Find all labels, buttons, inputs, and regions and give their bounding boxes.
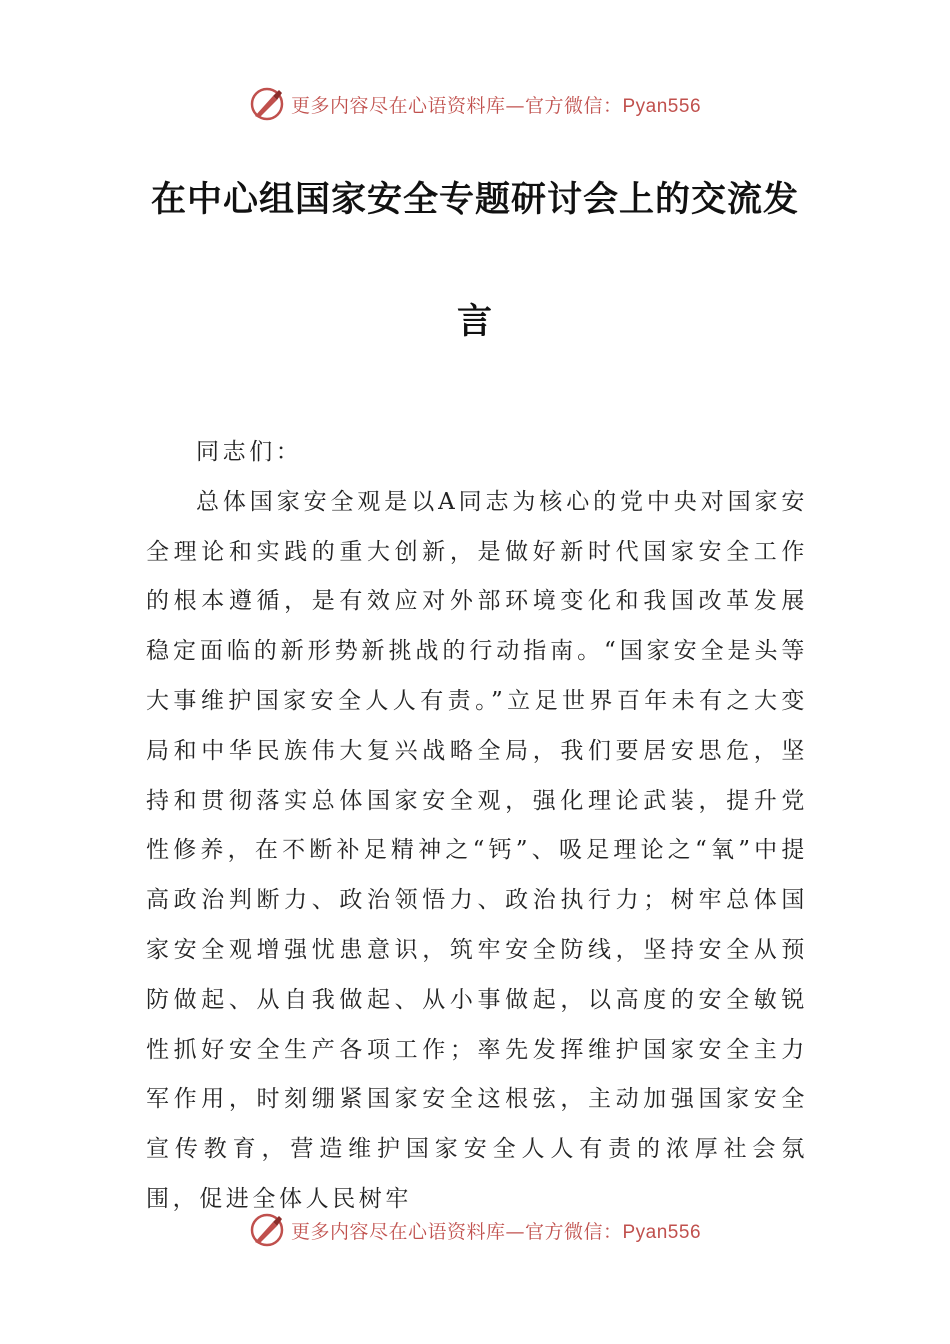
header-banner-text: 更多内容尽在心语资料库—官方微信：Pyan556 <box>290 94 702 117</box>
header-wechat-id: Pyan556 <box>622 95 702 117</box>
pen-logo-icon <box>249 1212 285 1248</box>
document-title-line-1: 在中心组国家安全专题研讨会上的交流发 <box>150 180 799 220</box>
pen-logo-icon <box>249 86 285 122</box>
footer-banner <box>0 1210 950 1250</box>
document-body <box>146 428 808 1225</box>
salutation: 同志们： <box>196 439 303 465</box>
footer-banner-text: 更多内容尽在心语资料库—官方微信：Pyan556 <box>290 1220 702 1243</box>
paragraph-1: 总体国家安全观是以A同志为核心的党中央对国家安全理论和实践的重大创新，是做好新时代国家安全工作的根本遵循，是有效应对外部环境变化和我国改革发展稳定面临的新形势新挑战的行动指南。“国家安全是头等大事维护国家安全人人有责。”立足世界百年未有之大变局和中华民族伟大复兴战略全局，我们要居安思危，坚持和贯彻落实总体国家安全观，强化理论武装，提升党性修养，在不断补足精神之“钙”、吸足理论之“氧”中提高政治判断力、政治领悟力、政治执行力；树牢总体国家安全观增强忧患意识，筑牢安全防线，坚持安全从预防做起、从自我做起、从小事做起，以高度的安全敏锐性抓好安全生产各项工作；率先发挥维护国家安全主力军作用，时刻绷紧国家安全这根弦，主动加强国家安全宣传教育，营造维护国家安全人人有责的浓厚社会氛围，促进全体人民树牢 <box>146 488 808 1212</box>
document-title-line-2: 言 <box>456 302 493 342</box>
footer-wechat-id: Pyan556 <box>622 1221 702 1243</box>
header-banner <box>0 84 950 124</box>
